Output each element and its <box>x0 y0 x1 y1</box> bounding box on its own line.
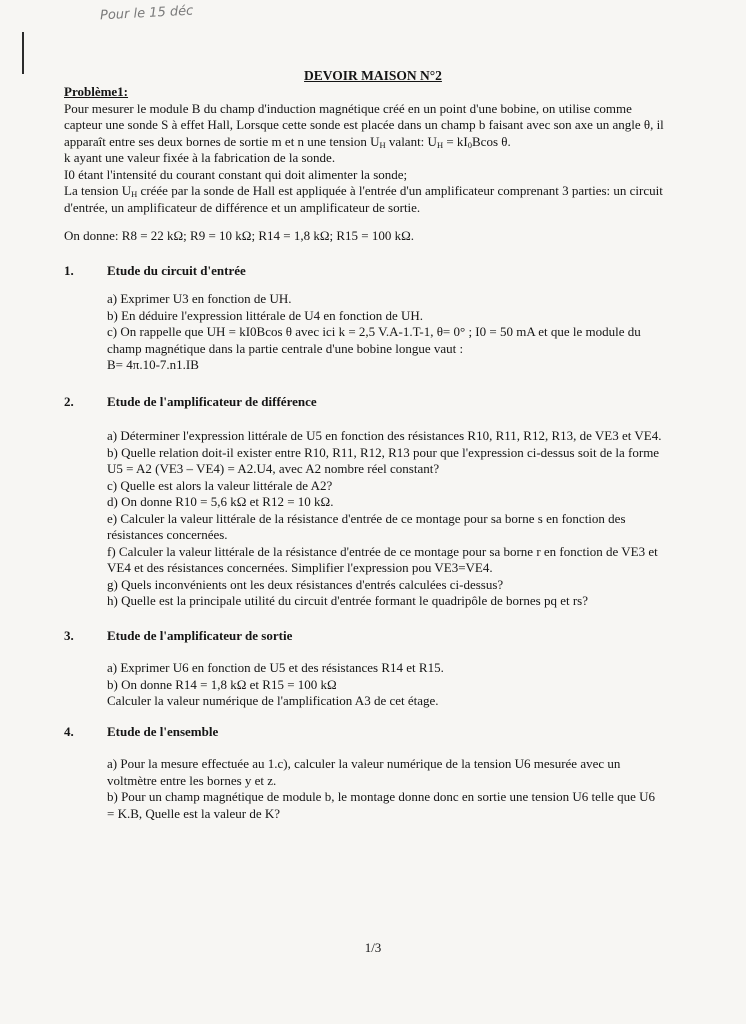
section-1-heading: 1. Etude du circuit d'entrée <box>64 262 246 278</box>
s2-question-b: b) Quelle relation doit-il exister entre R10, R11, R12, R13 pour que l'expression ci-dessus soit de la forme U5 = A2 (VE3 – VE4) = A2.U4, avec A2 nombre réel constant? <box>107 444 660 476</box>
s3-question-c: Calculer la valeur numérique de l'amplification A3 de cet étage. <box>107 693 439 708</box>
s1-formula: B= 4π.10-7.n1.IB <box>107 357 199 372</box>
intro-amplifier: La tension $U_H$ créée par la sonde de Hall est appliquée à l'entrée d'un amplificateur comprenant 3 parties: un circuit d'entrée, un amplificateur de différence et un amplificateur de sortie. <box>64 183 663 215</box>
s3-question-b: b) On donne R14 = 1,8 kΩ et R15 = 100 kΩ <box>107 676 337 692</box>
s1-question-a: a) Exprimer U3 en fonction de UH. <box>107 291 292 306</box>
document-body <box>64 84 664 822</box>
page-number: 1/3 <box>364 940 382 955</box>
section-3-items <box>107 660 664 710</box>
section-3-heading: 3. Etude de l'amplificateur de sortie <box>64 627 293 643</box>
s1-question-c: c) On rappelle que UH = kI0Bcos θ avec ici k = 2,5 V.A-1.T-1, θ= 0° ; I0 = 50 mA et que le module du champ magnétique dans la partie centrale d'une bobine longue vaut : <box>107 324 641 356</box>
given-values: On donne: R8 = 22 kΩ; R9 = 10 kΩ; R14 = 1,8 kΩ; R15 = 100 kΩ. <box>64 228 415 243</box>
s2-question-h: h) Quelle est la principale utilité du circuit d'entrée formant le quadripôle de bornes pq et rs? <box>107 593 588 608</box>
intro-k: k ayant une valeur fixée à la fabrication de la sonde. <box>64 150 336 165</box>
section-2-heading: 2. Etude de l'amplificateur de différence <box>64 393 317 409</box>
section-1-items <box>107 291 664 374</box>
problem-title: Problème1: <box>64 84 129 99</box>
section-4-heading: 4. Etude de l'ensemble <box>64 723 219 739</box>
s4-question-b: b) Pour un champ magnétique de module b, le montage donne donc en sortie une tension U6 telle que U6 = K.B, Quelle est la valeur de K? <box>107 789 656 821</box>
s2-question-g: g) Quels inconvénients ont les deux résistances d'entrés calculées ci-dessus? <box>107 576 504 592</box>
s2-question-d: d) On donne R10 = 5,6 kΩ et R12 = 10 kΩ. <box>107 494 334 509</box>
s2-question-c: c) Quelle est alors la valeur littérale de A2? <box>107 477 333 493</box>
intro-paragraph: Pour mesurer le module B du champ d'induction magnétique créé en un point d'une bobine, on utilise comme capteur une sonde S à effet Hall, Lorsque cette sonde est placée dans un champ b faisant avec son axe un angle θ, il apparaît entre ses deux bornes de sortie m et n une tension $U_H$ valant: $U_H = kI_0Bcos$ θ. <box>64 100 664 150</box>
s2-question-a: a) Déterminer l'expression littérale de U5 en fonction des résistances R10, R11, R12, R13, de VE3 et VE4. <box>107 428 662 443</box>
s1-question-b: b) En déduire l'expression littérale de U4 en fonction de UH. <box>107 307 424 323</box>
s3-question-a: a) Exprimer U6 en fonction de U5 et des résistances R14 et R15. <box>107 660 444 675</box>
handwritten-note: Pour le 15 déc <box>99 3 194 24</box>
document-title: DEVOIR MAISON N°2 <box>304 68 442 83</box>
intro-i0: I0 étant l'intensité du courant constant qui doit alimenter la sonde; <box>64 166 408 182</box>
s2-question-e: e) Calculer la valeur littérale de la résistance d'entrée de ce montage pour sa borne s en fonction des résistances concernées. <box>107 510 626 542</box>
s2-question-f: f) Calculer la valeur littérale de la résistance d'entrée de ce montage pour sa borne r en fonction de VE3 et VE4 et des résistances concernées. Simplifier l'expression pou VE3=VE4. <box>107 543 658 575</box>
s4-question-a: a) Pour la mesure effectuée au 1.c), calculer la valeur numérique de la tension U6 mesurée avec un voltmètre entre les bornes y et z. <box>107 756 621 788</box>
section-4-items <box>107 756 664 822</box>
section-2-items <box>107 428 664 610</box>
